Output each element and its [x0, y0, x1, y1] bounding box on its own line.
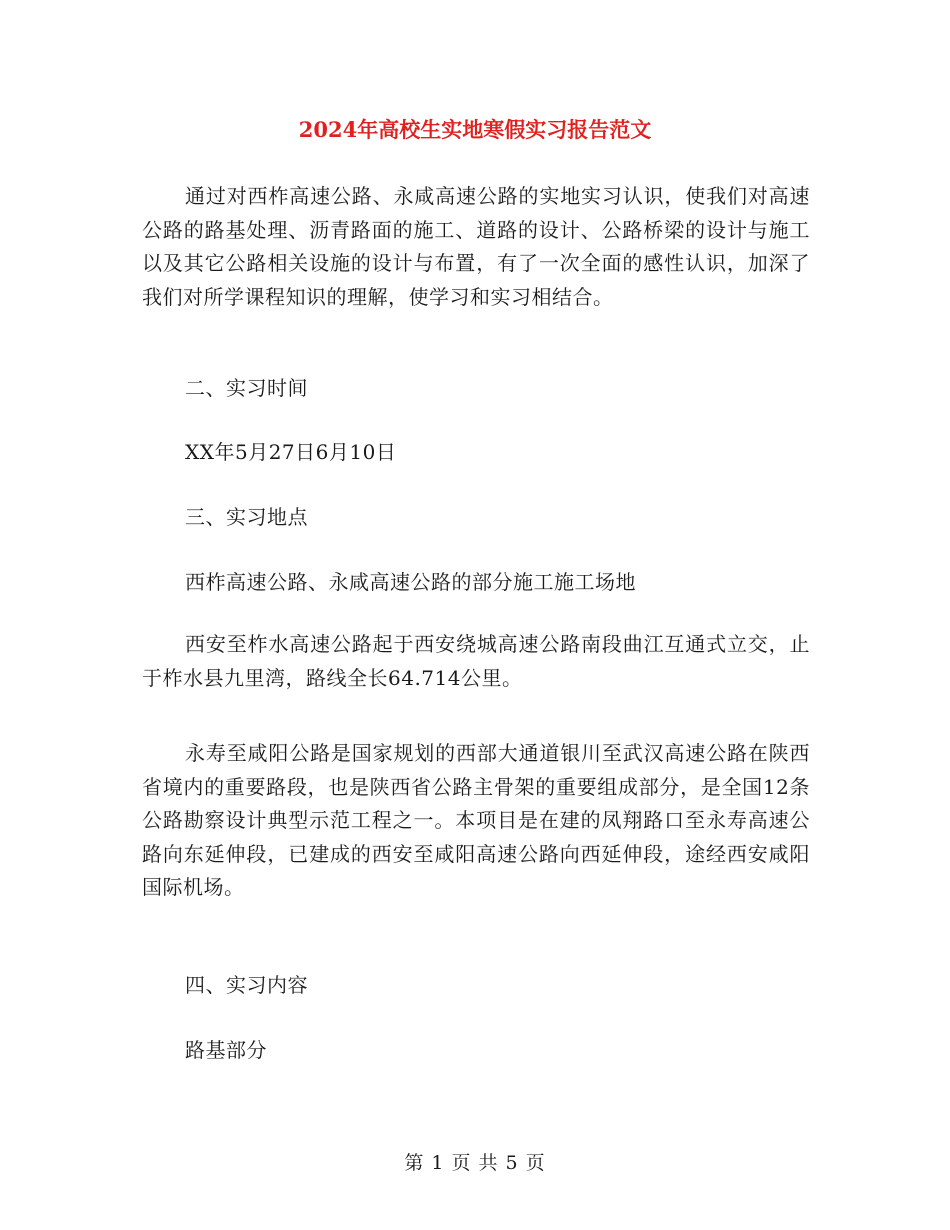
document-title: 2024年高校生实地寒假实习报告范文 — [298, 117, 652, 142]
section-place-heading: 三、实习地点 — [185, 505, 308, 529]
section-content-heading: 四、实习内容 — [185, 973, 308, 997]
page-indicator: 第 1 页 共 5 页 — [404, 1152, 546, 1174]
intro-paragraph-block — [142, 180, 810, 314]
xizha-paragraph-block — [142, 628, 810, 695]
yongxian-paragraph: 永寿至咸阳公路是国家规划的西部大通道银川至武汉高速公路在陕西省境内的重要路段，也是陕西省公路主骨架的重要组成部分，是全国12条公路勘察设计典型示范工程之一。本项目是在建的凤翔路口至永寿高速公路向东延伸段，已建成的西安至咸阳高速公路向西延伸段，途经西安咸阳国际机场。 — [142, 741, 810, 899]
yongxian-paragraph-block — [142, 737, 810, 905]
section-place-value: 西柞高速公路、永咸高速公路的部分施工施工场地 — [185, 570, 636, 594]
intro-paragraph: 通过对西柞高速公路、永咸高速公路的实地实习认识，使我们对高速公路的路基处理、沥青路面的施工、道路的设计、公路桥梁的设计与施工以及其它公路相关设施的设计与布置，有了一次全面的感性认识，加深了我们对所学课程知识的理解，使学习和实习相结合。 — [142, 184, 810, 309]
section-time-value: XX年5月27日6月10日 — [185, 440, 397, 464]
section-time-heading: 二、实习时间 — [185, 376, 308, 400]
subsection-roadbed: 路基部分 — [185, 1038, 267, 1062]
xizha-paragraph: 西安至柞水高速公路起于西安绕城高速公路南段曲江互通式立交，止于柞水县九里湾，路线全长64.714公里。 — [142, 632, 810, 690]
